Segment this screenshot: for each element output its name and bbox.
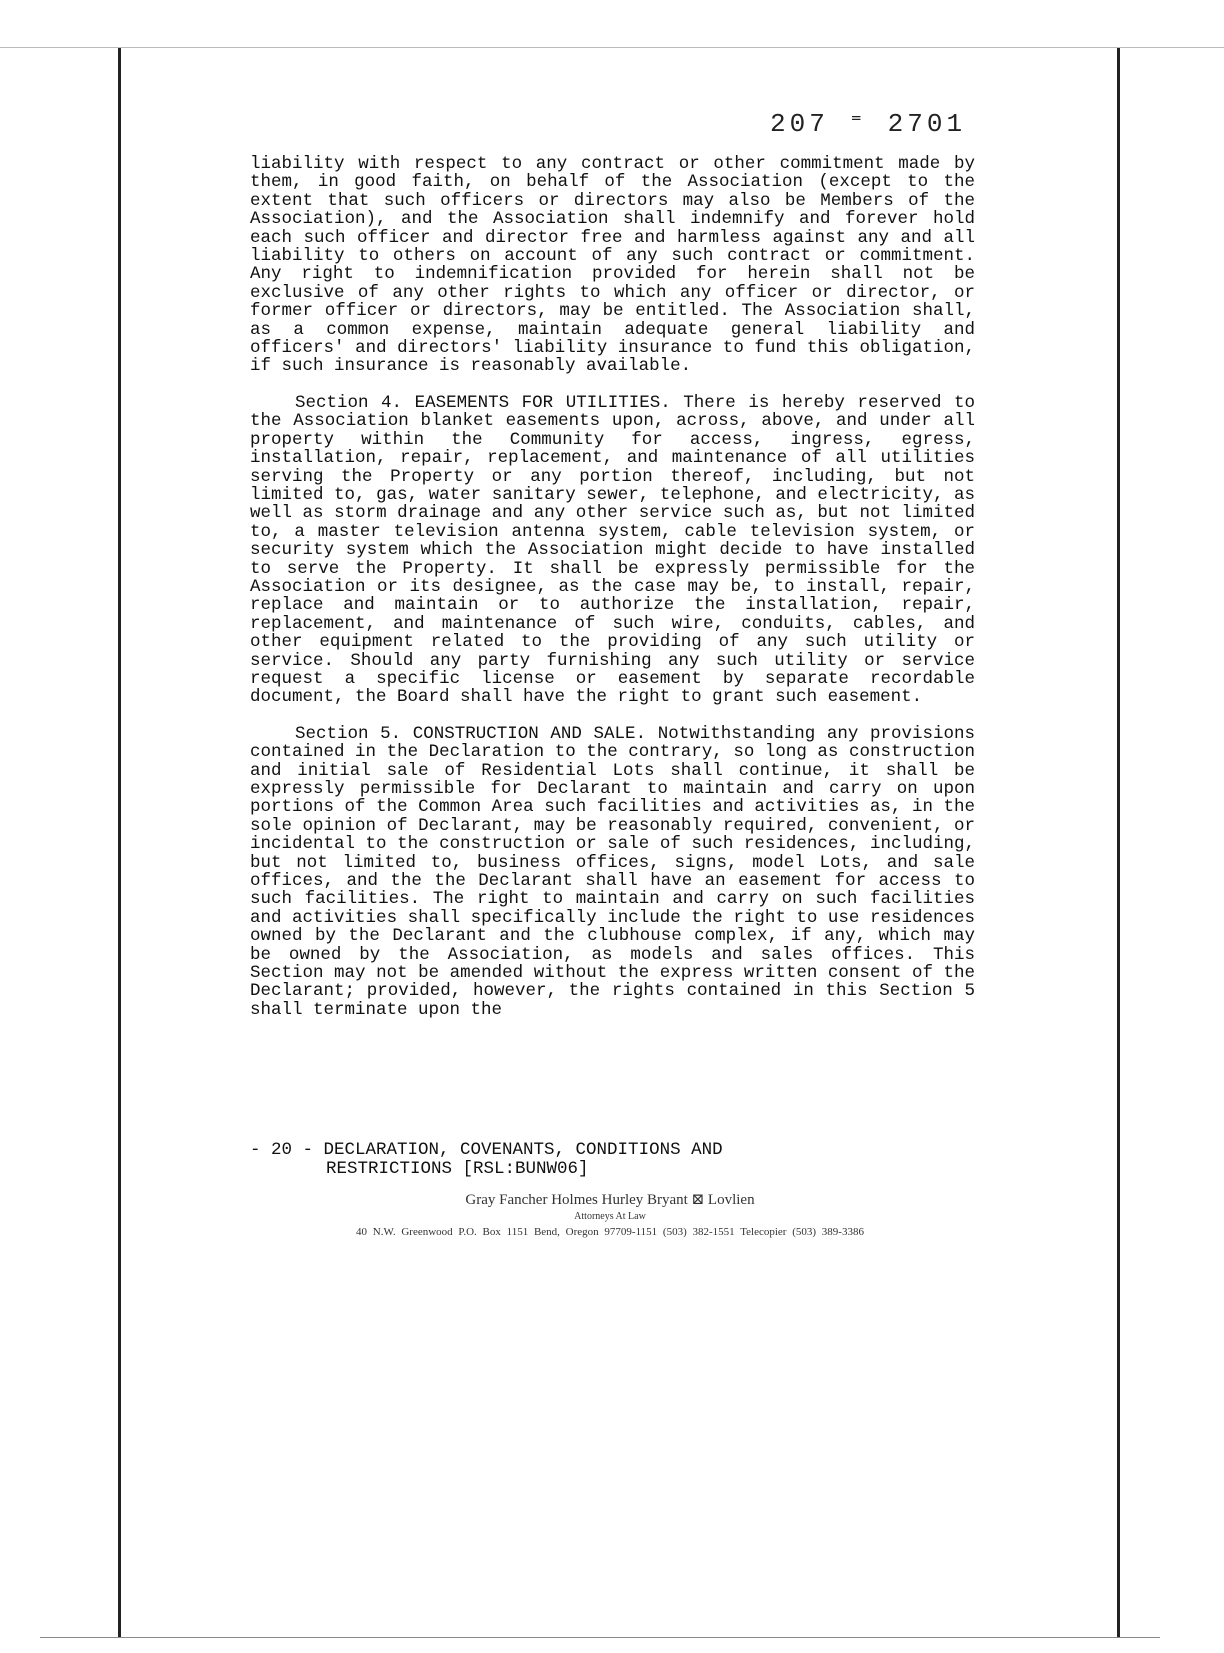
footer-line-2: RESTRICTIONS [RSL:BUNW06]: [326, 1158, 589, 1179]
law-firm-letterhead: [300, 1190, 920, 1238]
document-footer: [250, 1141, 723, 1178]
firm-address: 40 N.W. Greenwood P.O. Box 1151 Bend, Oregon 97709-1151 (503) 382-1551 Telecopier (503) 389-3386: [356, 1226, 864, 1238]
paragraph-section-4: Section 4. EASEMENTS FOR UTILITIES. There is hereby reserved to the Association blanket easements upon, across, above, and under all property within the Community for access, ingress, egress, installation, repair, replacement, and maintenance of all utilities serving the Property or any portion thereof, including, but not limited to, gas, water sanitary sewer, telephone, and electricity, as well as storm drainage and any other service such as, but not limited to, a master television antenna system, cable television system, or security system which the Association might decide to have installed to serve the Property. It shall be expressly permissible for the Association or its designee, as the case may be, to install, repair, replace and maintain or to authorize the installation, repair, replacement, and maintenance of such wire, conduits, cables, and other equipment related to the providing of any such utility or service. Should any party furnishing any such utility or service request a specific license or easement by separate recordable document, the Board shall have the right to grant such easement.: [250, 392, 975, 708]
scan-top-edge: [0, 47, 1224, 48]
document-body: [250, 155, 975, 1037]
scan-bottom-edge: [40, 1637, 1160, 1638]
footer-line-1: - 20 - DECLARATION, COVENANTS, CONDITIONS AND: [250, 1140, 723, 1160]
paragraph-indemnification: liability with respect to any contract or other commitment made by them, in good faith, on behalf of the Association (except to the extent that such officers or directors may also be Members of the Association), and the Association shall indemnify and forever hold each such officer and director free and harmless against any and all liability to others on account of any such contract or commitment. Any right to indemnification provided for herein shall not be exclusive of any other rights to which any officer or director, or former officer or directors, may be entitled. The Association shall, as a common expense, maintain adequate general liability and officers' and directors' liability insurance to fund this obligation, if such insurance is reasonably available.: [250, 154, 975, 377]
firm-name: Gray Fancher Holmes Hurley Bryant ⊠ Lovlien: [465, 1192, 755, 1208]
scan-right-border: [1117, 48, 1120, 1638]
paragraph-section-5: Section 5. CONSTRUCTION AND SALE. Notwithstanding any provisions contained in the Declaration to the contrary, so long as construction and initial sale of Residential Lots shall continue, it shall be expressly permissible for Declarant to maintain and carry on upon portions of the Common Area such facilities and activities as, in the sole opinion of Declarant, may be reasonably required, convenient, or incidental to the construction or sale of such residences, including, but not limited to, business offices, signs, model Lots, and sale offices, and the the Declarant shall have an easement for access to such facilities. The right to maintain and carry on such facilities and activities shall specifically include the right to use residences owned by the Declarant and the clubhouse complex, if any, which may be owned by the Association, as models and sales offices. This Section may not be amended without the express written consent of the Declarant; provided, however, the rights contained in this Section 5 shall terminate upon the: [250, 723, 975, 1020]
page-number: 207 ⁼ 2701: [770, 109, 967, 139]
scan-left-border: [118, 48, 121, 1638]
firm-subtitle: Attorneys At Law: [574, 1211, 646, 1222]
